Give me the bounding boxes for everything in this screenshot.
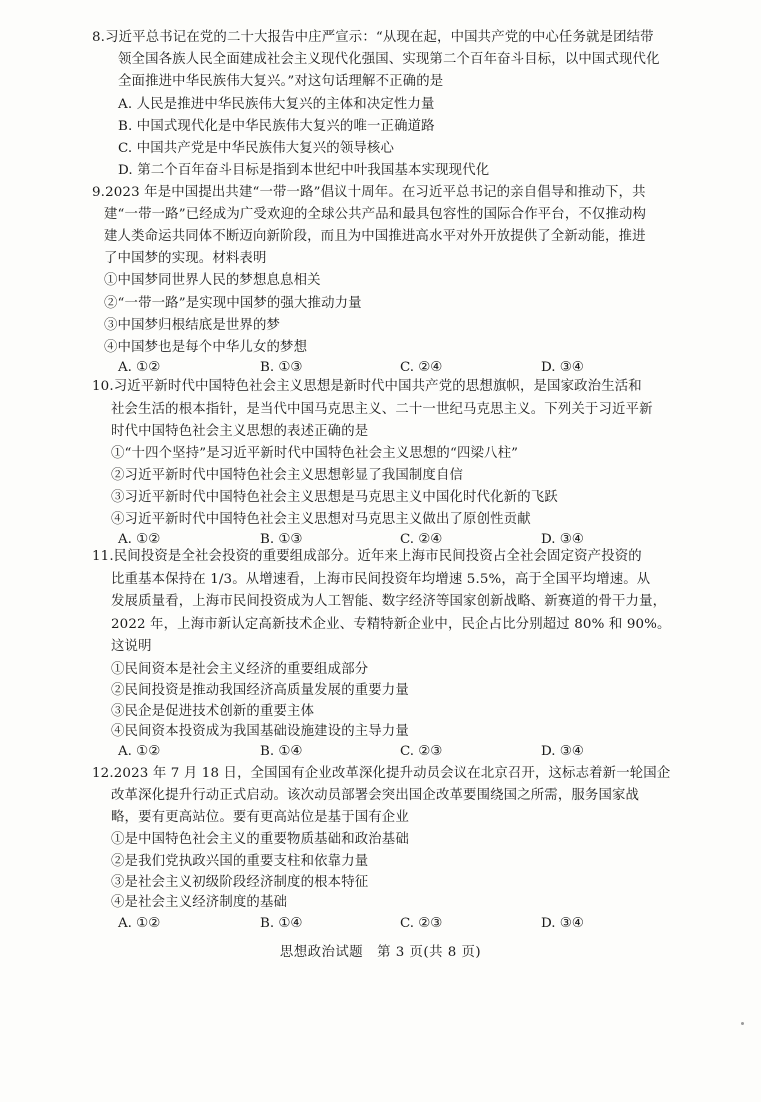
question-12-statement-1: ①是中国特色社会主义的重要物质基础和政治基础 — [111, 832, 409, 847]
question-11-stem-line-2: 比重基本保持在 1/3。从增速看，上海市民间投资年均增速 5.5%，高于全国平均增速。从 — [111, 572, 651, 587]
question-11-stem-line-1: 11.民间投资是全社会投资的重要组成部分。近年来上海市民间投资占全社会固定资产投资的 — [92, 549, 642, 564]
question-12-stem-line-1: 12.2023 年 7 月 18 日，全国国有企业改革深化提升动员会议在北京召开，这标志着新一轮国企 — [92, 766, 671, 781]
question-10-stem-line-1: 10.习近平新时代中国特色社会主义思想是新时代中国共产党的思想旗帜，是国家政治生活和 — [92, 379, 642, 394]
question-11-option-b: B. ①④ — [260, 744, 303, 759]
page-footer: 思想政治试题 第 3 页(共 8 页) — [279, 945, 482, 960]
question-11-statement-3: ③民企是促进技术创新的重要主体 — [111, 704, 315, 719]
question-11-option-d: D. ③④ — [541, 744, 584, 759]
question-8-option-b: B. 中国式现代化是中华民族伟大复兴的唯一正确道路 — [118, 119, 435, 134]
scan-speck — [741, 1022, 744, 1025]
question-10-statement-3: ③习近平新时代中国特色社会主义思想是马克思主义中国化时代化新的飞跃 — [111, 490, 558, 505]
question-9-option-c: C. ②④ — [400, 360, 443, 375]
question-9-stem-line-2: 建“一带一路”已经成为广受欢迎的全球公共产品和最具包容性的国际合作平台，不仅推动构 — [104, 207, 647, 222]
question-9-statement-1: ①中国梦同世界人民的梦想息息相关 — [104, 273, 321, 288]
question-9-stem-line-3: 建人类命运共同体不断迈向新阶段，而且为中国推进高水平对外开放提供了全新动能，推进 — [104, 229, 646, 244]
question-10-statement-1: ①“十四个坚持”是习近平新时代中国特色社会主义思想的“四梁八柱” — [111, 446, 519, 461]
question-12-statement-4: ④是社会主义经济制度的基础 — [111, 895, 288, 910]
question-12-option-b: B. ①④ — [260, 916, 303, 931]
question-11-option-a: A. ①② — [118, 744, 161, 759]
question-8-stem-line-1: 8.习近平总书记在党的二十大报告中庄严宣示：“从现在起，中国共产党的中心任务就是团结带 — [92, 30, 654, 45]
question-9-option-a: A. ①② — [118, 360, 161, 375]
question-12-stem-line-3: 略，要有更高站位。要有更高站位是基于国有企业 — [111, 810, 409, 825]
question-8-option-d: D. 第二个百年奋斗目标是指到本世纪中叶我国基本实现现代化 — [118, 163, 490, 178]
question-11-statement-4: ④民间资本投资成为我国基础设施建设的主导力量 — [111, 724, 409, 739]
question-8-stem-line-2: 领全国各族人民全面建成社会主义现代化强国、实现第二个百年奋斗目标，以中国式现代化 — [118, 52, 660, 67]
question-9-stem-line-1: 9.2023 年是中国提出共建“一带一路”倡议十周年。在习近平总书记的亲自倡导和推动下，共 — [92, 185, 646, 200]
question-9-statement-4: ④中国梦也是每个中华儿女的梦想 — [104, 340, 308, 355]
question-12-statement-3: ③是社会主义初级阶段经济制度的根本特征 — [111, 875, 369, 890]
question-10-option-d: D. ③④ — [541, 532, 584, 547]
question-8-option-c: C. 中国共产党是中华民族伟大复兴的领导核心 — [118, 141, 395, 156]
question-9-stem-line-4: 了中国梦的实现。材料表明 — [104, 251, 267, 266]
question-11-stem-line-4: 2022 年，上海市新认定高新技术企业、专精特新企业中，民企占比分别超过 80% 和 90%。 — [111, 617, 671, 632]
question-10-stem-line-3: 时代中国特色社会主义思想的表述正确的是 — [111, 424, 369, 439]
question-9-statement-3: ③中国梦归根结底是世界的梦 — [104, 318, 281, 333]
question-12-option-a: A. ①② — [118, 916, 161, 931]
question-10-stem-line-2: 社会生活的根本指针，是当代中国马克思主义、二十一世纪马克思主义。下列关于习近平新 — [111, 402, 653, 417]
question-10-option-b: B. ①③ — [260, 532, 303, 547]
question-12-statement-2: ②是我们党执政兴国的重要支柱和依靠力量 — [111, 854, 369, 869]
question-8-stem-line-3: 全面推进中华民族伟大复兴。”对这句话理解不正确的是 — [118, 74, 444, 89]
question-9-statement-2: ②“一带一路”是实现中国梦的强大推动力量 — [104, 296, 362, 311]
question-9-option-d: D. ③④ — [541, 360, 584, 375]
question-10-statement-2: ②习近平新时代中国特色社会主义思想彰显了我国制度自信 — [111, 468, 464, 483]
question-11-statement-1: ①民间资本是社会主义经济的重要组成部分 — [111, 662, 369, 677]
question-11-option-c: C. ②③ — [400, 744, 443, 759]
question-12-stem-line-2: 改革深化提升行动正式启动。该次动员部署会突出国企改革要围绕国之所需，服务国家战 — [111, 788, 640, 803]
question-8-option-a: A. 人民是推进中华民族伟大复兴的主体和决定性力量 — [118, 97, 435, 112]
question-10-option-c: C. ②④ — [400, 532, 443, 547]
question-12-option-d: D. ③④ — [541, 916, 584, 931]
question-10-statement-4: ④习近平新时代中国特色社会主义思想对马克思主义做出了原创性贡献 — [111, 512, 531, 527]
question-11-statement-2: ②民间投资是推动我国经济高质量发展的重要力量 — [111, 683, 409, 698]
question-11-stem-line-3: 发展质量看，上海市民间投资成为人工智能、数字经济等国家创新战略、新赛道的骨干力量， — [111, 594, 667, 609]
question-9-option-b: B. ①③ — [260, 360, 303, 375]
question-12-option-c: C. ②③ — [400, 916, 443, 931]
question-10-option-a: A. ①② — [118, 532, 161, 547]
question-11-stem-line-5: 这说明 — [111, 639, 152, 654]
